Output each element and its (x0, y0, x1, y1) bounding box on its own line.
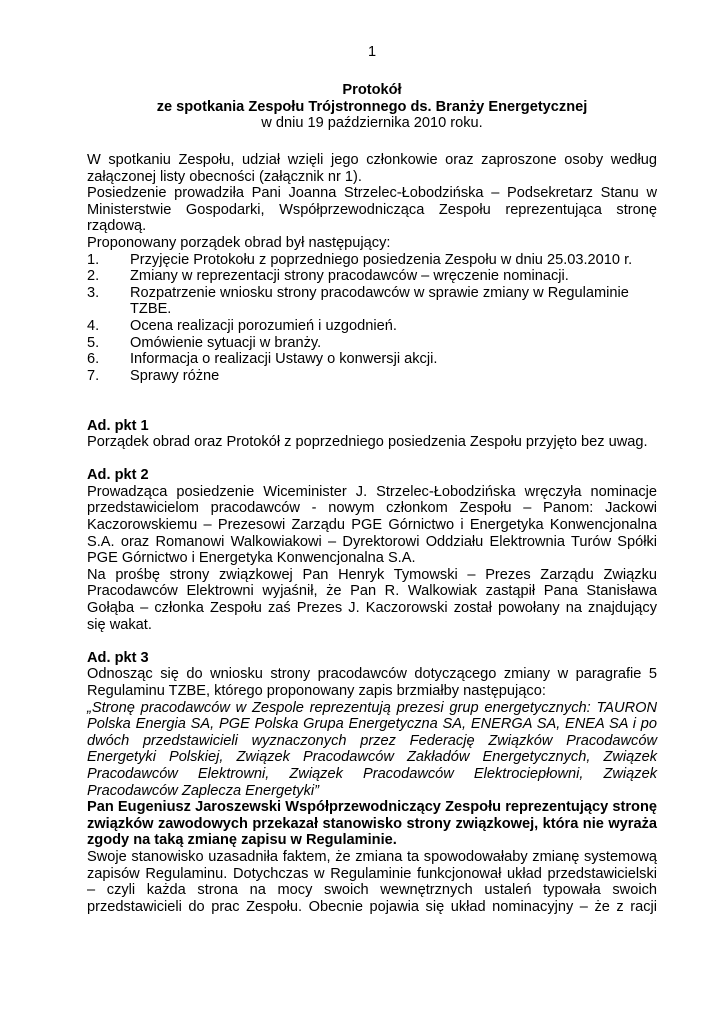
agenda-item-text: Sprawy różne (130, 367, 220, 384)
section-heading-ad2: Ad. pkt 2 (87, 467, 149, 484)
intro-paragraph-chair: Posiedzenie prowadziła Pani Joanna Strzelec-Łobodzińska – Podsekretarz Stanu w Ministerstwie Gospodarki, Współprzewodnicząca Zespołu reprezentująca stronę rządową. (87, 185, 657, 235)
agenda-item-number: 2. (87, 268, 100, 285)
document-body (87, 152, 657, 915)
agenda-item (87, 285, 657, 318)
page-number: 1 (367, 44, 377, 60)
document-subtitle: ze spotkania Zespołu Trójstronnego ds. Branży Energetycznej (156, 98, 588, 115)
agenda-item (87, 335, 657, 352)
spacer (87, 451, 657, 468)
intro-paragraph-agenda: Proponowany porządek obrad był następujący: (87, 234, 391, 251)
ad2-paragraph-nominations: Prowadząca posiedzenie Wiceminister J. Strzelec-Łobodzińska wręczyła nominacje przedstawicielom pracodawców - nowym członkom Zespołu – Panom: Jackowi Kaczorowskiemu – Prezesowi Zarządu PGE Górnictwo i Energetyka Konwencjonalna S.A. oraz Romanowi Walkowiakowi – Dyrektorowi Oddziału Elektrownia Turów Spółki PGE Górnictwo i Energetyka Konwencjonalna S.A. (87, 483, 657, 567)
ad3-quoted-regulation: „Stronę pracodawców w Zespole reprezentują prezesi grup energetycznych: TAURON Polska Energia SA, PGE Polska Grupa Energetyczna SA, ENERGA SA, ENEA SA i po dwóch przedstawicieli wyznaczonych przez Federację Związków Pracodawców Energetyki Polskiej, Związek Pracodawców Zakładów Energetycznych, Związek Pracodawców Elektrowni, Związek Pracodawców Elektrociepłowni, Związek Pracodawców Zaplecza Energetyki” (87, 699, 657, 799)
agenda-item-text: Informacja o realizacji Ustawy o konwersji akcji. (130, 351, 438, 368)
agenda-list (87, 252, 657, 385)
agenda-item-number: 1. (87, 251, 100, 268)
ad3-paragraph-justification: Swoje stanowisko uzasadniła faktem, że zmiana ta spowodowałaby zmianę systemową zapisów Regulaminu. Dotychczas w Regulaminie funkcjonował układ przedstawicielski – czyli każda strona na mocy swoich wewnętrznych ustaleń typowała swoich przedstawicieli do prac Zespołu. Obecnie pojawia się układ nominacyjny – że z racji (87, 848, 657, 915)
agenda-item-number: 3. (87, 284, 100, 301)
ad3-paragraph-proposal: Odnosząc się do wniosku strony pracodawców dotyczącego zmiany w paragrafie 5 Regulaminu TZBE, którego proponowany zapis brzmiałby następująco: (87, 666, 657, 699)
document-date: w dniu 19 października 2010 roku. (261, 115, 483, 132)
agenda-item-text: Ocena realizacji porozumień i uzgodnień. (130, 317, 397, 334)
agenda-item-number: 5. (87, 334, 100, 351)
ad1-paragraph: Porządek obrad oraz Protokół z poprzedniego posiedzenia Zespołu przyjęto bez uwag. (87, 434, 648, 451)
agenda-item (87, 268, 657, 285)
document-title: Protokół (342, 82, 402, 98)
ad2-paragraph-explanation: Na prośbę strony związkowej Pan Henryk Tymowski – Prezes Zarządu Związku Pracodawców Elektrowni wyjaśnił, że Pan R. Walkowiak zastąpił Pana Stanisława Gołąba – członka Zespołu zaś Prezes J. Kaczorowski został powołany na znajdujący się wakat. (87, 566, 657, 633)
document-header (87, 82, 657, 132)
agenda-item (87, 351, 657, 368)
section-heading-ad3: Ad. pkt 3 (87, 649, 149, 666)
agenda-item-text: Rozpatrzenie wniosku strony pracodawców w sprawie zmiany w Regulaminie TZBE. (130, 284, 629, 318)
spacer (87, 633, 657, 650)
section-heading-ad1: Ad. pkt 1 (87, 417, 149, 434)
intro-paragraph-attendance: W spotkaniu Zespołu, udział wzięli jego członkowie oraz zaproszone osoby według załączonej listy obecności (załącznik nr 1). (87, 152, 657, 185)
agenda-item (87, 252, 657, 269)
agenda-item-number: 6. (87, 351, 100, 368)
agenda-item-text: Przyjęcie Protokołu z poprzedniego posiedzenia Zespołu w dniu 25.03.2010 r. (130, 251, 633, 268)
agenda-item (87, 318, 657, 335)
agenda-item-text: Zmiany w reprezentacji strony pracodawców – wręczenie nominacji. (130, 268, 569, 285)
spacer (87, 384, 657, 417)
agenda-item-number: 4. (87, 317, 100, 334)
agenda-item-text: Omówienie sytuacji w branży. (130, 334, 322, 351)
agenda-item (87, 368, 657, 385)
ad3-union-position: Pan Eugeniusz Jaroszewski Współprzewodniczący Zespołu reprezentujący stronę związków zawodowych przekazał stanowisko strony związkowej, która nie wyraża zgody na taką zmianę zapisu w Regulaminie. (87, 799, 657, 849)
agenda-item-number: 7. (87, 367, 100, 384)
